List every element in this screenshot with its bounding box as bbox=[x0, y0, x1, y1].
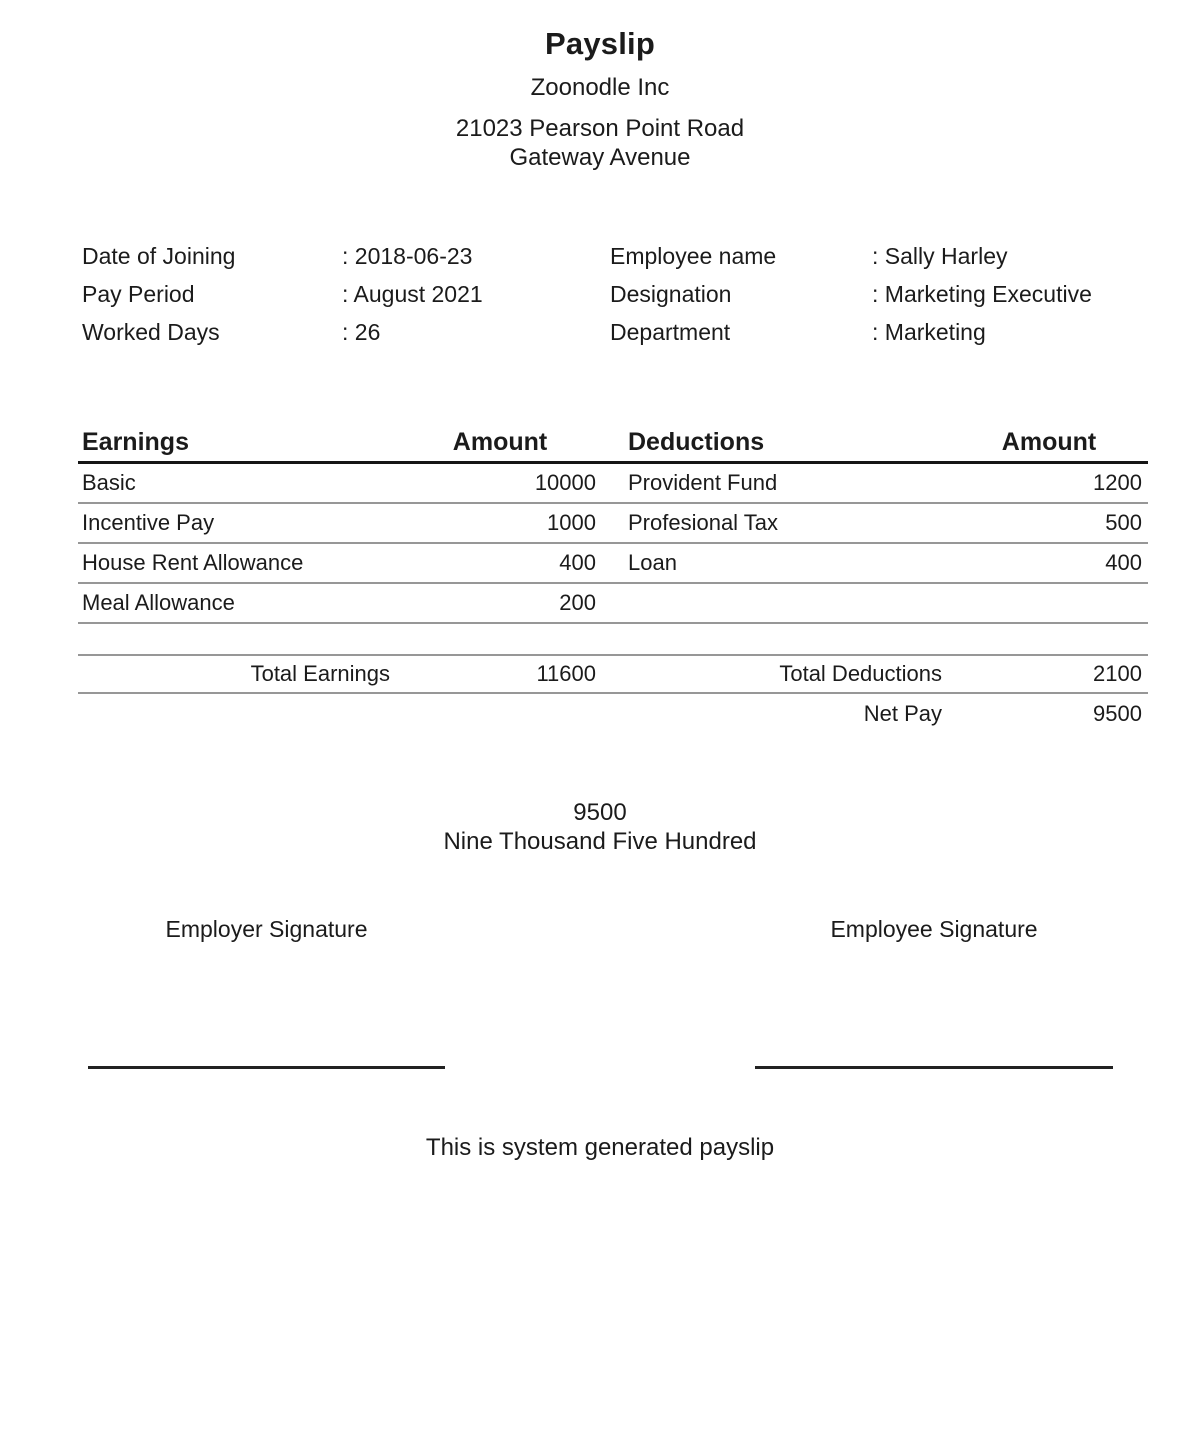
deduction-label: Profesional Tax bbox=[628, 510, 779, 535]
info-row-date-of-joining bbox=[82, 237, 610, 275]
earnings-amount-column-header: Amount bbox=[452, 428, 548, 456]
deductions-amount-column-header: Amount bbox=[1001, 428, 1097, 456]
earnings-column-header: Earnings bbox=[82, 428, 189, 456]
table-spacer-row bbox=[78, 624, 1148, 656]
info-row-worked-days bbox=[82, 313, 610, 351]
net-pay-in-words-block bbox=[0, 798, 1200, 856]
table-row bbox=[78, 584, 1148, 624]
deductions-column-header: Deductions bbox=[628, 428, 765, 456]
deduction-label: Loan bbox=[628, 550, 677, 575]
earning-amount: 1000 bbox=[547, 510, 596, 535]
table-totals-row bbox=[78, 656, 1148, 694]
designation-label: Designation bbox=[610, 280, 732, 307]
earning-label: Incentive Pay bbox=[82, 510, 215, 535]
net-pay-amount: 9500 bbox=[1093, 701, 1142, 726]
earning-amount: 10000 bbox=[534, 470, 596, 495]
deduction-amount: 400 bbox=[1105, 550, 1142, 575]
employee-info-left-column bbox=[82, 237, 610, 351]
date-of-joining-label: Date of Joining bbox=[82, 242, 236, 269]
department-label: Department bbox=[610, 318, 731, 345]
info-row-employee-name bbox=[610, 237, 1148, 275]
table-row bbox=[78, 544, 1148, 584]
pay-period-value: : August 2021 bbox=[342, 281, 483, 308]
pay-period-label: Pay Period bbox=[82, 280, 195, 307]
page-title: Payslip bbox=[545, 26, 655, 61]
earning-amount: 200 bbox=[559, 590, 596, 615]
company-address bbox=[0, 114, 1200, 172]
info-row-designation bbox=[610, 275, 1148, 313]
employee-name-label: Employee name bbox=[610, 242, 777, 269]
date-of-joining-value: : 2018-06-23 bbox=[342, 243, 472, 270]
net-pay-row bbox=[78, 694, 1148, 734]
company-address-line2: Gateway Avenue bbox=[509, 144, 691, 171]
employee-signature-label: Employee Signature bbox=[830, 916, 1038, 942]
employee-signature-line bbox=[755, 1066, 1113, 1069]
department-value: : Marketing bbox=[872, 319, 986, 346]
worked-days-label: Worked Days bbox=[82, 318, 220, 345]
deduction-amount: 500 bbox=[1105, 510, 1142, 535]
employee-info-right-column bbox=[610, 237, 1148, 351]
total-deductions-label: Total Deductions bbox=[779, 661, 942, 686]
earnings-deductions-table bbox=[78, 424, 1148, 734]
table-header-row bbox=[78, 424, 1148, 464]
info-row-department bbox=[610, 313, 1148, 351]
employee-name-value: : Sally Harley bbox=[872, 243, 1008, 270]
employer-signature-line bbox=[88, 1066, 445, 1069]
net-pay-amount-figure: 9500 bbox=[573, 799, 627, 826]
deduction-amount: 1200 bbox=[1093, 470, 1142, 495]
net-pay-amount-words: Nine Thousand Five Hundred bbox=[443, 828, 757, 855]
total-earnings-label: Total Earnings bbox=[250, 661, 390, 686]
earning-label: House Rent Allowance bbox=[82, 550, 304, 575]
deduction-label: Provident Fund bbox=[628, 470, 778, 495]
info-row-pay-period bbox=[82, 275, 610, 313]
earning-label: Basic bbox=[82, 470, 136, 495]
company-address-line1: 21023 Pearson Point Road bbox=[455, 115, 745, 142]
total-deductions-amount: 2100 bbox=[1093, 661, 1142, 686]
total-earnings-amount: 11600 bbox=[536, 661, 596, 686]
table-row bbox=[78, 504, 1148, 544]
system-note: This is system generated payslip bbox=[425, 1134, 775, 1161]
employee-info-section bbox=[82, 237, 1148, 351]
company-name: Zoonodle Inc bbox=[530, 74, 670, 101]
earning-amount: 400 bbox=[559, 550, 596, 575]
table-row bbox=[78, 464, 1148, 504]
designation-value: : Marketing Executive bbox=[872, 281, 1092, 308]
worked-days-value: : 26 bbox=[342, 319, 380, 346]
employer-signature-label: Employer Signature bbox=[165, 916, 368, 942]
net-pay-label: Net Pay bbox=[863, 701, 942, 726]
earning-label: Meal Allowance bbox=[82, 590, 235, 615]
